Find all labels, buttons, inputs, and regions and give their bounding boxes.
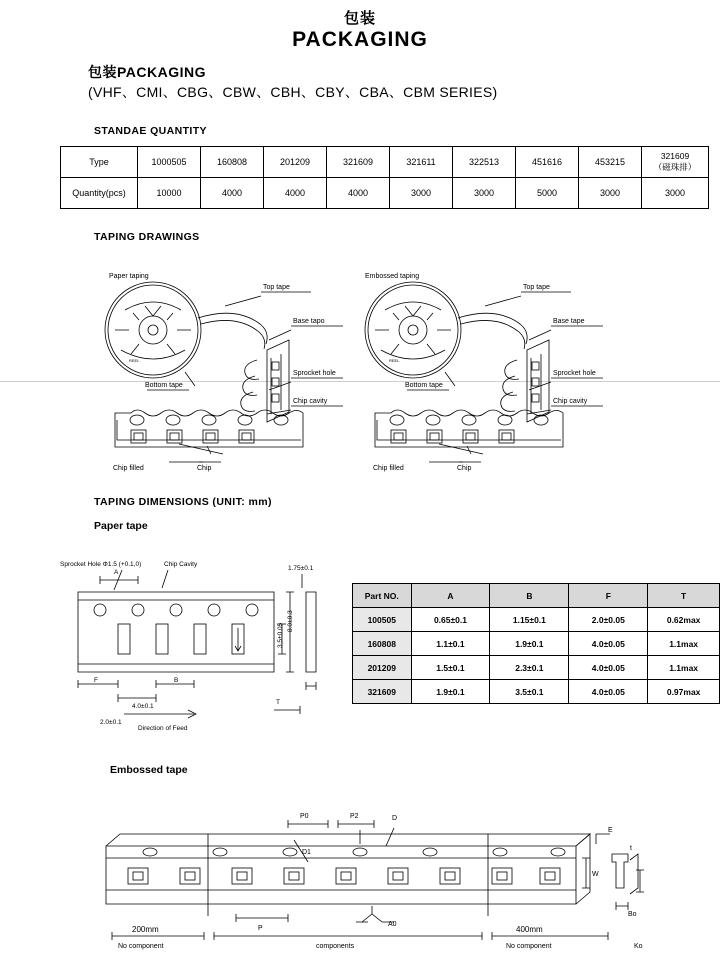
label-thickness: 1.75±0.1	[288, 565, 314, 572]
dimension-table	[352, 583, 720, 704]
table-row	[353, 608, 720, 632]
table-cell: 0.97max	[648, 680, 720, 704]
table-cell: 2.0±0.05	[569, 608, 648, 632]
table-cell: 451616	[516, 147, 579, 178]
series-line: (VHF、CMI、CBG、CBW、CBH、CBY、CBA、CBM SERIES)	[88, 84, 498, 100]
dim-a: A	[114, 569, 119, 576]
dim-8: 8.0±0.3	[287, 610, 294, 632]
reel-text: REEL	[389, 358, 400, 363]
label-paper-tape: Paper tape	[94, 520, 148, 532]
label-chip-cavity-dim: Chip Cavity	[164, 561, 198, 568]
table-cell: 321609	[327, 147, 390, 178]
table-cell: 4000	[201, 178, 264, 209]
table-cell-last-type	[642, 147, 709, 178]
col-header-t: T	[648, 584, 720, 608]
table-row	[353, 656, 720, 680]
dim-a0: A0	[388, 921, 397, 928]
dim-e: E	[608, 827, 613, 834]
table-cell: 4000	[264, 178, 327, 209]
table-cell: 322513	[453, 147, 516, 178]
last-type-line2: （磁珠排）	[653, 162, 697, 172]
dim-b: B	[174, 677, 179, 684]
label-chip: Chip	[197, 465, 212, 472]
label-right-note: No component	[506, 943, 552, 950]
label-bottom-tape: Bottom tape	[405, 382, 443, 389]
table-cell: 4.0±0.05	[569, 656, 648, 680]
dim-p2: P2	[350, 813, 359, 820]
quantity-table-row-label: Quantity(pcs)	[61, 178, 138, 209]
col-header-a: A	[411, 584, 490, 608]
dim-t: t	[630, 845, 632, 852]
table-row	[353, 680, 720, 704]
embossed-taping-title: Embossed taping	[365, 273, 420, 280]
table-cell: 3000	[642, 178, 709, 209]
label-sprocket-hole-dim: Sprocket Hole Φ1.5 (+0.1,0)	[60, 561, 142, 568]
embossed-tape-dimension-drawing	[88, 810, 648, 955]
table-cell: 201209	[264, 147, 327, 178]
label-chip-filled: Chip filled	[373, 465, 404, 472]
table-cell: 100505	[353, 608, 412, 632]
table-cell: 3000	[390, 178, 453, 209]
table-cell: 1.1max	[648, 656, 720, 680]
table-cell: 321609	[353, 680, 412, 704]
embossed-taping-drawing	[355, 258, 625, 483]
table-cell: 0.65±0.1	[411, 608, 490, 632]
label-chip-cavity: Chip cavity	[293, 398, 328, 405]
section-standae-quantity: STANDAE QUANTITY	[94, 125, 207, 137]
table-cell: 321611	[390, 147, 453, 178]
quantity-table-row-label: Type	[61, 147, 138, 178]
dim-2: 2.0±0.1	[100, 719, 122, 726]
col-header-f: F	[569, 584, 648, 608]
table-cell: 1.9±0.1	[411, 680, 490, 704]
dim-t: T	[276, 699, 280, 706]
dim-f: F	[94, 677, 98, 684]
label-base-tape: Base tape	[553, 318, 585, 325]
table-cell: 1.5±0.1	[411, 656, 490, 680]
section-taping-dimensions: TAPING DIMENSIONS (UNIT: mm)	[94, 496, 272, 508]
paper-tape-dimension-drawing	[60, 552, 350, 732]
table-cell: 1.1±0.1	[411, 632, 490, 656]
table-row	[353, 632, 720, 656]
label-bottom-tape: Bottom tape	[145, 382, 183, 389]
table-cell: 1.15±0.1	[490, 608, 569, 632]
dim-w: W	[592, 871, 599, 878]
paper-taping-title: Paper taping	[109, 273, 149, 280]
table-cell: 160808	[201, 147, 264, 178]
label-center-note: components	[316, 943, 355, 950]
label-sprocket-hole: Sprocket hole	[553, 370, 596, 377]
label-top-tape: Top tape	[523, 284, 550, 291]
table-cell: 4000	[327, 178, 390, 209]
table-cell: 3.5±0.1	[490, 680, 569, 704]
dim-p: P	[258, 925, 263, 932]
label-direction-of-feed: Direction of Feed	[138, 725, 188, 732]
label-right-len: 400mm	[516, 925, 543, 934]
table-cell: 10000	[138, 178, 201, 209]
table-row	[61, 147, 709, 178]
label-embossed-tape: Embossed tape	[110, 764, 188, 776]
table-cell: 3000	[579, 178, 642, 209]
table-cell: 1000505	[138, 147, 201, 178]
table-cell: 4.0±0.05	[569, 632, 648, 656]
paper-taping-drawing	[95, 258, 365, 483]
dim-p0: P0	[300, 813, 309, 820]
reel-text: REEL	[129, 358, 140, 363]
table-cell: 201209	[353, 656, 412, 680]
subtitle: 包装PACKAGING	[88, 64, 207, 80]
dim-b0: Bo	[628, 911, 637, 918]
table-cell: 4.0±0.05	[569, 680, 648, 704]
dim-4: 4.0±0.1	[132, 703, 154, 710]
dim-d: D	[392, 815, 398, 822]
table-cell: 2.3±0.1	[490, 656, 569, 680]
section-taping-drawings: TAPING DRAWINGS	[94, 231, 200, 243]
quantity-table	[60, 146, 709, 209]
label-chip: Chip	[457, 465, 472, 472]
page-title-cn: 包装	[343, 10, 376, 27]
dim-d1: D1	[302, 849, 311, 856]
table-cell: 1.9±0.1	[490, 632, 569, 656]
table-cell: 5000	[516, 178, 579, 209]
dim-k0: Ko	[634, 943, 643, 950]
page-title-en: PACKAGING	[292, 28, 428, 51]
table-cell: 1.1max	[648, 632, 720, 656]
label-left-note: No component	[118, 943, 164, 950]
col-header-b: B	[490, 584, 569, 608]
label-base-tape: Base tapo	[293, 318, 325, 325]
col-header-part-no: Part NO.	[353, 584, 412, 608]
table-cell: 453215	[579, 147, 642, 178]
label-top-tape: Top tape	[263, 284, 290, 291]
table-cell: 0.62max	[648, 608, 720, 632]
table-header-row	[353, 584, 720, 608]
table-cell: 160808	[353, 632, 412, 656]
label-chip-cavity: Chip cavity	[553, 398, 588, 405]
label-left-len: 200mm	[132, 925, 159, 934]
label-chip-filled: Chip filled	[113, 465, 144, 472]
page-header	[0, 10, 720, 52]
last-type-line1: 321609	[660, 151, 690, 161]
table-row	[61, 178, 709, 209]
table-cell: 3000	[453, 178, 516, 209]
dim-35: 3.5±0.05	[277, 622, 284, 648]
label-sprocket-hole: Sprocket hole	[293, 370, 336, 377]
